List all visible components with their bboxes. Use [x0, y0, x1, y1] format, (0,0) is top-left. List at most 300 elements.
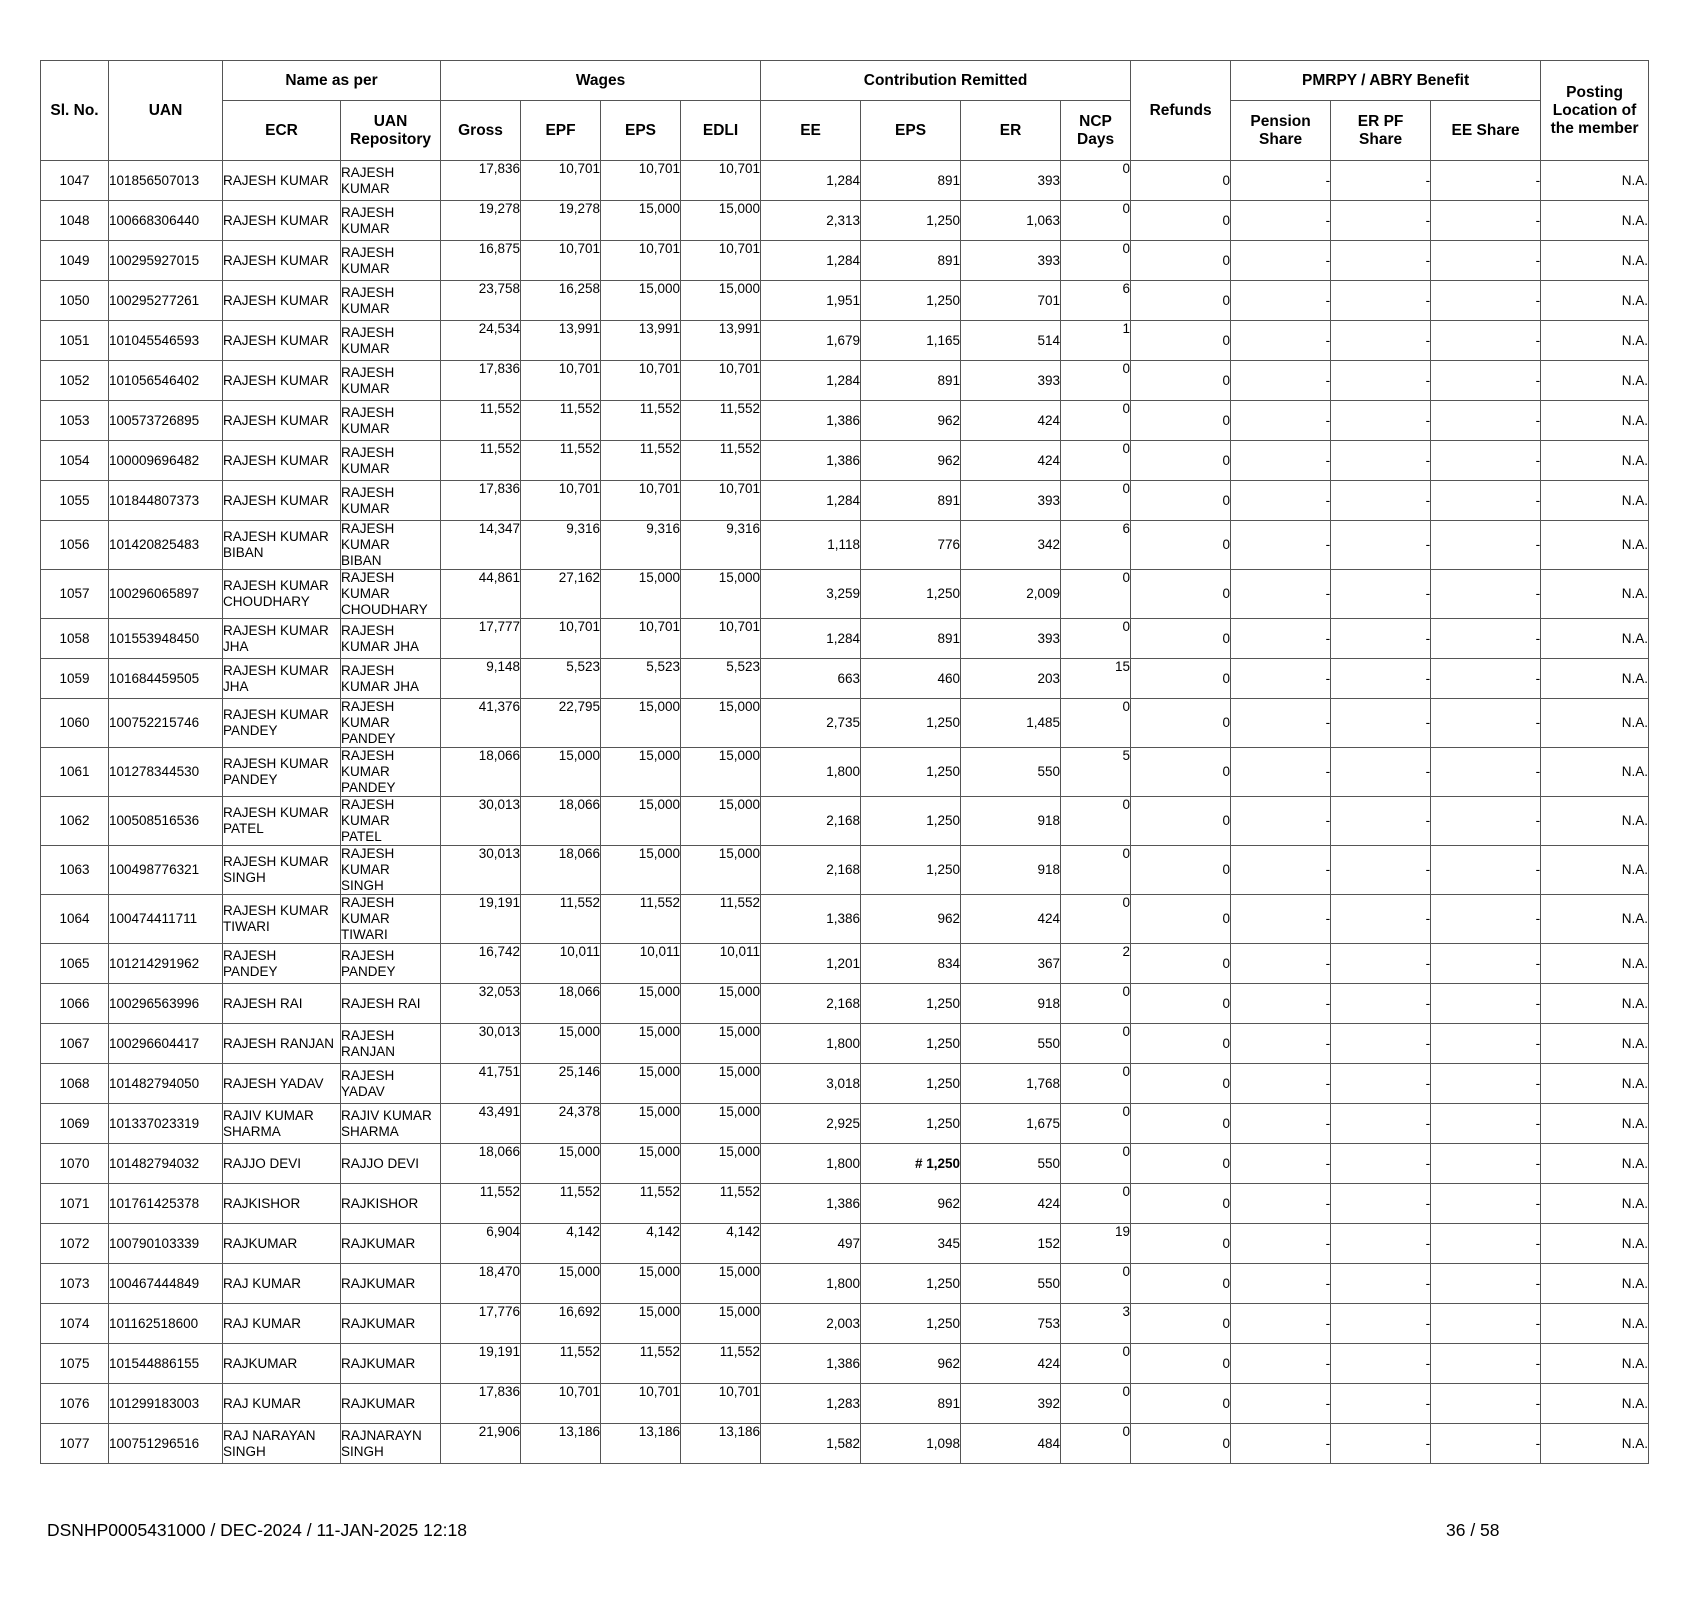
cell-epf: 16,258 — [521, 281, 601, 321]
cell-er: 392 — [961, 1384, 1061, 1424]
cell-name-uan-repository-text: RAJKUMAR — [341, 1395, 416, 1411]
cell-contribution-eps: 891 — [861, 361, 961, 401]
cell-er-pf-share: - — [1331, 441, 1431, 481]
cell-name-ecr — [223, 1264, 341, 1304]
cell-ee-share: - — [1431, 1024, 1541, 1064]
cell-er-pf-share: - — [1331, 321, 1431, 361]
cell-ncp-days: 0 — [1061, 797, 1131, 846]
cell-contribution-eps: 1,250 — [861, 1304, 961, 1344]
cell-ee-share: - — [1431, 1064, 1541, 1104]
cell-ncp-days: 0 — [1061, 699, 1131, 748]
cell-refunds: 0 — [1131, 1424, 1231, 1464]
cell-ee: 1,386 — [761, 441, 861, 481]
cell-name-uan-repository — [341, 1064, 441, 1104]
cell-contribution-eps: 891 — [861, 241, 961, 281]
cell-ee: 1,386 — [761, 895, 861, 944]
cell-er-pf-share: - — [1331, 1224, 1431, 1264]
cell-uan: 101544886155 — [109, 1344, 223, 1384]
cell-uan: 100474411711 — [109, 895, 223, 944]
cell-ncp-days: 2 — [1061, 944, 1131, 984]
cell-name-uan-repository-text: RAJIV KUMAR SHARMA — [341, 1107, 432, 1139]
cell-ee: 1,386 — [761, 401, 861, 441]
table-row — [41, 161, 1649, 201]
cell-er: 424 — [961, 1344, 1061, 1384]
cell-ee-share: - — [1431, 619, 1541, 659]
cell-name-ecr-text: RAJESH KUMAR — [223, 452, 329, 468]
cell-refunds: 0 — [1131, 1304, 1231, 1344]
col-header-refunds: Refunds — [1131, 61, 1231, 161]
table-row — [41, 1424, 1649, 1464]
cell-uan: 100508516536 — [109, 797, 223, 846]
cell-name-uan-repository — [341, 401, 441, 441]
cell-epf: 11,552 — [521, 895, 601, 944]
cell-name-ecr-text: RAJIV KUMAR SHARMA — [223, 1107, 314, 1139]
cell-posting-location: N.A. — [1541, 401, 1649, 441]
cell-epf: 10,701 — [521, 161, 601, 201]
cell-sl-no: 1049 — [41, 241, 109, 281]
cell-pension-share: - — [1231, 1064, 1331, 1104]
cell-name-uan-repository — [341, 1344, 441, 1384]
cell-uan: 101553948450 — [109, 619, 223, 659]
cell-epf: 5,523 — [521, 659, 601, 699]
cell-ee: 1,284 — [761, 361, 861, 401]
cell-ee: 2,168 — [761, 846, 861, 895]
cell-pension-share: - — [1231, 321, 1331, 361]
cell-name-ecr-text: RAJKISHOR — [223, 1195, 301, 1211]
table-row — [41, 241, 1649, 281]
cell-name-ecr — [223, 281, 341, 321]
col-header-sl-no: Sl. No. — [41, 61, 109, 161]
cell-refunds: 0 — [1131, 241, 1231, 281]
cell-ee-share: - — [1431, 846, 1541, 895]
cell-edli: 15,000 — [681, 201, 761, 241]
cell-edli: 15,000 — [681, 1304, 761, 1344]
cell-refunds: 0 — [1131, 659, 1231, 699]
cell-name-uan-repository-text: RAJESH KUMAR — [341, 444, 395, 476]
cell-pension-share: - — [1231, 161, 1331, 201]
cell-name-ecr — [223, 570, 341, 619]
cell-edli: 13,991 — [681, 321, 761, 361]
cell-name-ecr — [223, 1424, 341, 1464]
cell-name-uan-repository — [341, 201, 441, 241]
cell-eps: 15,000 — [601, 797, 681, 846]
table-row — [41, 1064, 1649, 1104]
cell-sl-no: 1074 — [41, 1304, 109, 1344]
cell-ee-share: - — [1431, 797, 1541, 846]
cell-name-ecr — [223, 1104, 341, 1144]
cell-name-uan-repository-text: RAJESH KUMAR — [341, 404, 395, 436]
cell-er: 753 — [961, 1304, 1061, 1344]
cell-gross: 18,470 — [441, 1264, 521, 1304]
cell-contribution-eps: 962 — [861, 1184, 961, 1224]
cell-pension-share: - — [1231, 1424, 1331, 1464]
cell-epf: 24,378 — [521, 1104, 601, 1144]
footer-page-number: 36 / 58 — [1446, 1520, 1500, 1540]
cell-gross: 41,751 — [441, 1064, 521, 1104]
cell-eps: 11,552 — [601, 895, 681, 944]
col-header-uan-repository: UAN Repository — [341, 101, 441, 161]
cell-gross: 24,534 — [441, 321, 521, 361]
cell-epf: 10,701 — [521, 619, 601, 659]
cell-name-uan-repository — [341, 619, 441, 659]
cell-refunds: 0 — [1131, 619, 1231, 659]
cell-name-ecr-text: RAJESH KUMAR — [223, 252, 329, 268]
cell-ncp-days: 0 — [1061, 201, 1131, 241]
cell-name-uan-repository — [341, 1224, 441, 1264]
cell-epf: 11,552 — [521, 1184, 601, 1224]
table-row — [41, 846, 1649, 895]
cell-name-uan-repository-text: RAJKUMAR — [341, 1235, 416, 1251]
col-header-eps: EPS — [601, 101, 681, 161]
cell-pension-share: - — [1231, 748, 1331, 797]
cell-edli: 10,701 — [681, 241, 761, 281]
cell-gross: 18,066 — [441, 1144, 521, 1184]
cell-eps: 11,552 — [601, 1344, 681, 1384]
cell-pension-share: - — [1231, 1264, 1331, 1304]
cell-ee-share: - — [1431, 201, 1541, 241]
cell-ncp-days: 0 — [1061, 401, 1131, 441]
cell-gross: 19,191 — [441, 1344, 521, 1384]
cell-sl-no: 1070 — [41, 1144, 109, 1184]
cell-ee-share: - — [1431, 570, 1541, 619]
cell-pension-share: - — [1231, 361, 1331, 401]
cell-edli: 10,011 — [681, 944, 761, 984]
cell-name-ecr — [223, 441, 341, 481]
cell-posting-location: N.A. — [1541, 1024, 1649, 1064]
cell-uan: 100296563996 — [109, 984, 223, 1024]
cell-gross: 30,013 — [441, 797, 521, 846]
cell-name-uan-repository-text: RAJESH KUMAR — [341, 484, 395, 516]
cell-posting-location: N.A. — [1541, 895, 1649, 944]
cell-name-uan-repository — [341, 1184, 441, 1224]
cell-eps: 11,552 — [601, 441, 681, 481]
cell-ee-share: - — [1431, 401, 1541, 441]
cell-eps: 15,000 — [601, 201, 681, 241]
cell-ncp-days: 0 — [1061, 1344, 1131, 1384]
cell-contribution-eps: 1,250 — [861, 846, 961, 895]
cell-name-ecr-text: RAJESH KUMAR SINGH — [223, 854, 329, 885]
cell-er-pf-share: - — [1331, 361, 1431, 401]
cell-ee-share: - — [1431, 1144, 1541, 1184]
table-row — [41, 984, 1649, 1024]
cell-refunds: 0 — [1131, 361, 1231, 401]
cell-gross: 21,906 — [441, 1424, 521, 1464]
table-row — [41, 944, 1649, 984]
cell-sl-no: 1052 — [41, 361, 109, 401]
cell-pension-share: - — [1231, 201, 1331, 241]
table-row — [41, 201, 1649, 241]
cell-er-pf-share: - — [1331, 1104, 1431, 1144]
cell-ncp-days: 0 — [1061, 570, 1131, 619]
cell-name-ecr-text: RAJESH KUMAR — [223, 292, 329, 308]
cell-posting-location: N.A. — [1541, 1344, 1649, 1384]
cell-er: 701 — [961, 281, 1061, 321]
table-row — [41, 401, 1649, 441]
table-row — [41, 481, 1649, 521]
cell-sl-no: 1054 — [41, 441, 109, 481]
cell-name-ecr-text: RAJESH KUMAR BIBAN — [223, 529, 329, 560]
cell-contribution-eps: 1,250 — [861, 1024, 961, 1064]
cell-refunds: 0 — [1131, 984, 1231, 1024]
cell-refunds: 0 — [1131, 1384, 1231, 1424]
group-header-contribution-remitted: Contribution Remitted — [761, 61, 1131, 101]
cell-pension-share: - — [1231, 281, 1331, 321]
cell-name-ecr — [223, 481, 341, 521]
table-row — [41, 361, 1649, 401]
cell-sl-no: 1062 — [41, 797, 109, 846]
cell-name-uan-repository-text: RAJESH KUMAR JHA — [341, 662, 420, 694]
cell-edli: 10,701 — [681, 361, 761, 401]
cell-uan: 101420825483 — [109, 521, 223, 570]
cell-pension-share: - — [1231, 1304, 1331, 1344]
cell-er-pf-share: - — [1331, 570, 1431, 619]
cell-gross: 44,861 — [441, 570, 521, 619]
cell-er: 152 — [961, 1224, 1061, 1264]
cell-eps: 15,000 — [601, 281, 681, 321]
cell-name-uan-repository-text: RAJESH KUMAR — [341, 164, 395, 196]
cell-er: 424 — [961, 401, 1061, 441]
cell-edli: 15,000 — [681, 1024, 761, 1064]
cell-contribution-eps: 1,250 — [861, 281, 961, 321]
cell-refunds: 0 — [1131, 521, 1231, 570]
cell-ee-share: - — [1431, 241, 1541, 281]
cell-eps: 15,000 — [601, 1304, 681, 1344]
cell-epf: 10,701 — [521, 361, 601, 401]
cell-er-pf-share: - — [1331, 846, 1431, 895]
cell-name-uan-repository — [341, 481, 441, 521]
cell-name-ecr-text: RAJJO DEVI — [223, 1155, 302, 1171]
cell-eps: 15,000 — [601, 1024, 681, 1064]
cell-er-pf-share: - — [1331, 748, 1431, 797]
cell-name-ecr — [223, 659, 341, 699]
cell-posting-location: N.A. — [1541, 1224, 1649, 1264]
table-row — [41, 1384, 1649, 1424]
cell-eps: 5,523 — [601, 659, 681, 699]
cell-edli: 11,552 — [681, 401, 761, 441]
cell-ncp-days: 0 — [1061, 1384, 1131, 1424]
cell-edli: 11,552 — [681, 895, 761, 944]
cell-name-ecr — [223, 944, 341, 984]
cell-edli: 11,552 — [681, 1344, 761, 1384]
cell-sl-no: 1071 — [41, 1184, 109, 1224]
cell-epf: 13,991 — [521, 321, 601, 361]
cell-er: 550 — [961, 1024, 1061, 1064]
cell-pension-share: - — [1231, 441, 1331, 481]
cell-posting-location: N.A. — [1541, 984, 1649, 1024]
cell-edli: 9,316 — [681, 521, 761, 570]
cell-name-uan-repository — [341, 1104, 441, 1144]
cell-name-uan-repository — [341, 570, 441, 619]
cell-name-uan-repository-text: RAJESH KUMAR — [341, 324, 395, 356]
cell-contribution-eps: 1,098 — [861, 1424, 961, 1464]
cell-refunds: 0 — [1131, 570, 1231, 619]
cell-posting-location: N.A. — [1541, 161, 1649, 201]
cell-ncp-days: 3 — [1061, 1304, 1131, 1344]
cell-name-uan-repository — [341, 895, 441, 944]
cell-name-ecr — [223, 1064, 341, 1104]
cell-contribution-eps: 1,165 — [861, 321, 961, 361]
ecr-table — [40, 60, 1649, 1464]
cell-uan: 100573726895 — [109, 401, 223, 441]
cell-er: 203 — [961, 659, 1061, 699]
cell-name-ecr — [223, 1184, 341, 1224]
cell-er: 393 — [961, 361, 1061, 401]
cell-posting-location: N.A. — [1541, 619, 1649, 659]
cell-posting-location: N.A. — [1541, 281, 1649, 321]
cell-name-ecr — [223, 748, 341, 797]
cell-edli: 13,186 — [681, 1424, 761, 1464]
cell-er: 1,063 — [961, 201, 1061, 241]
cell-posting-location: N.A. — [1541, 797, 1649, 846]
cell-er-pf-share: - — [1331, 1024, 1431, 1064]
cell-gross: 19,278 — [441, 201, 521, 241]
cell-contribution-eps: 1,250 — [861, 1064, 961, 1104]
cell-ncp-days: 0 — [1061, 161, 1131, 201]
cell-contribution-eps: 1,250 — [861, 570, 961, 619]
cell-ee: 1,800 — [761, 1024, 861, 1064]
cell-er: 484 — [961, 1424, 1061, 1464]
cell-pension-share: - — [1231, 570, 1331, 619]
cell-uan: 101761425378 — [109, 1184, 223, 1224]
cell-pension-share: - — [1231, 1104, 1331, 1144]
cell-er-pf-share: - — [1331, 281, 1431, 321]
cell-sl-no: 1072 — [41, 1224, 109, 1264]
table-row — [41, 619, 1649, 659]
cell-ee: 1,201 — [761, 944, 861, 984]
cell-uan: 101844807373 — [109, 481, 223, 521]
cell-refunds: 0 — [1131, 1104, 1231, 1144]
table-row — [41, 1144, 1649, 1184]
cell-ncp-days: 0 — [1061, 361, 1131, 401]
cell-pension-share: - — [1231, 944, 1331, 984]
cell-pension-share: - — [1231, 1224, 1331, 1264]
cell-edli: 4,142 — [681, 1224, 761, 1264]
cell-name-uan-repository — [341, 161, 441, 201]
cell-epf: 27,162 — [521, 570, 601, 619]
cell-er-pf-share: - — [1331, 1424, 1431, 1464]
cell-er: 367 — [961, 944, 1061, 984]
cell-name-ecr — [223, 984, 341, 1024]
cell-epf: 10,011 — [521, 944, 601, 984]
cell-er-pf-share: - — [1331, 1344, 1431, 1384]
cell-name-ecr — [223, 401, 341, 441]
cell-ee: 3,018 — [761, 1064, 861, 1104]
cell-er: 424 — [961, 1184, 1061, 1224]
cell-contribution-eps: 1,250 — [861, 1264, 961, 1304]
cell-ncp-days: 0 — [1061, 1104, 1131, 1144]
cell-gross: 17,836 — [441, 1384, 521, 1424]
cell-posting-location: N.A. — [1541, 1304, 1649, 1344]
cell-er: 424 — [961, 895, 1061, 944]
cell-edli: 15,000 — [681, 1064, 761, 1104]
cell-ee-share: - — [1431, 1224, 1541, 1264]
cell-sl-no: 1068 — [41, 1064, 109, 1104]
cell-ee: 2,003 — [761, 1304, 861, 1344]
cell-name-ecr-text: RAJ KUMAR — [223, 1275, 302, 1291]
cell-er-pf-share: - — [1331, 241, 1431, 281]
col-header-epf: EPF — [521, 101, 601, 161]
cell-name-uan-repository — [341, 321, 441, 361]
cell-name-uan-repository — [341, 1264, 441, 1304]
cell-eps: 13,991 — [601, 321, 681, 361]
cell-refunds: 0 — [1131, 161, 1231, 201]
cell-uan: 101482794032 — [109, 1144, 223, 1184]
cell-name-uan-repository-text: RAJESH KUMAR TIWARI — [341, 895, 395, 942]
cell-er-pf-share: - — [1331, 1144, 1431, 1184]
cell-pension-share: - — [1231, 241, 1331, 281]
cell-name-uan-repository-text: RAJKISHOR — [341, 1195, 419, 1211]
cell-contribution-eps: 1,250 — [861, 699, 961, 748]
cell-name-uan-repository-text: RAJESH KUMAR — [341, 244, 395, 276]
cell-ee: 1,386 — [761, 1184, 861, 1224]
cell-name-uan-repository-text: RAJNARAYN SINGH — [341, 1427, 422, 1459]
cell-name-ecr — [223, 321, 341, 361]
cell-eps: 15,000 — [601, 1264, 681, 1304]
cell-posting-location: N.A. — [1541, 201, 1649, 241]
cell-ncp-days: 0 — [1061, 984, 1131, 1024]
cell-sl-no: 1058 — [41, 619, 109, 659]
cell-gross: 43,491 — [441, 1104, 521, 1144]
cell-name-ecr-text: RAJESH KUMAR JHA — [223, 662, 329, 694]
table-row — [41, 895, 1649, 944]
cell-pension-share: - — [1231, 1384, 1331, 1424]
cell-ncp-days: 0 — [1061, 895, 1131, 944]
cell-name-ecr-text: RAJESH KUMAR — [223, 172, 329, 188]
cell-name-ecr-text: RAJKUMAR — [223, 1355, 298, 1371]
cell-er-pf-share: - — [1331, 521, 1431, 570]
table-row — [41, 659, 1649, 699]
cell-refunds: 0 — [1131, 1064, 1231, 1104]
table-row — [41, 570, 1649, 619]
cell-ee-share: - — [1431, 1264, 1541, 1304]
cell-ncp-days: 0 — [1061, 1264, 1131, 1304]
cell-gross: 17,777 — [441, 619, 521, 659]
cell-edli: 10,701 — [681, 619, 761, 659]
cell-sl-no: 1057 — [41, 570, 109, 619]
cell-name-ecr-text: RAJESH KUMAR TIWARI — [223, 903, 329, 934]
cell-name-ecr-text: RAJESH KUMAR — [223, 412, 329, 428]
cell-name-uan-repository-text: RAJESH KUMAR BIBAN — [341, 521, 395, 568]
cell-ee: 2,735 — [761, 699, 861, 748]
cell-posting-location: N.A. — [1541, 748, 1649, 797]
table-row — [41, 1104, 1649, 1144]
cell-uan: 100751296516 — [109, 1424, 223, 1464]
cell-eps: 15,000 — [601, 1144, 681, 1184]
cell-eps: 15,000 — [601, 699, 681, 748]
cell-epf: 19,278 — [521, 201, 601, 241]
cell-refunds: 0 — [1131, 321, 1231, 361]
group-header-wages: Wages — [441, 61, 761, 101]
cell-uan: 100296604417 — [109, 1024, 223, 1064]
cell-refunds: 0 — [1131, 481, 1231, 521]
cell-epf: 15,000 — [521, 748, 601, 797]
cell-refunds: 0 — [1131, 699, 1231, 748]
cell-posting-location: N.A. — [1541, 1264, 1649, 1304]
cell-edli: 15,000 — [681, 1144, 761, 1184]
cell-ncp-days: 0 — [1061, 1184, 1131, 1224]
cell-name-uan-repository — [341, 521, 441, 570]
cell-epf: 15,000 — [521, 1144, 601, 1184]
cell-uan: 101214291962 — [109, 944, 223, 984]
cell-uan: 100296065897 — [109, 570, 223, 619]
footer-document-id: DSNHP0005431000 / DEC-2024 / 11-JAN-2025 12:18 — [47, 1520, 467, 1540]
cell-name-ecr — [223, 201, 341, 241]
cell-gross: 11,552 — [441, 401, 521, 441]
cell-ncp-days: 19 — [1061, 1224, 1131, 1264]
cell-eps: 10,701 — [601, 1384, 681, 1424]
cell-ee: 1,800 — [761, 1264, 861, 1304]
cell-pension-share: - — [1231, 895, 1331, 944]
